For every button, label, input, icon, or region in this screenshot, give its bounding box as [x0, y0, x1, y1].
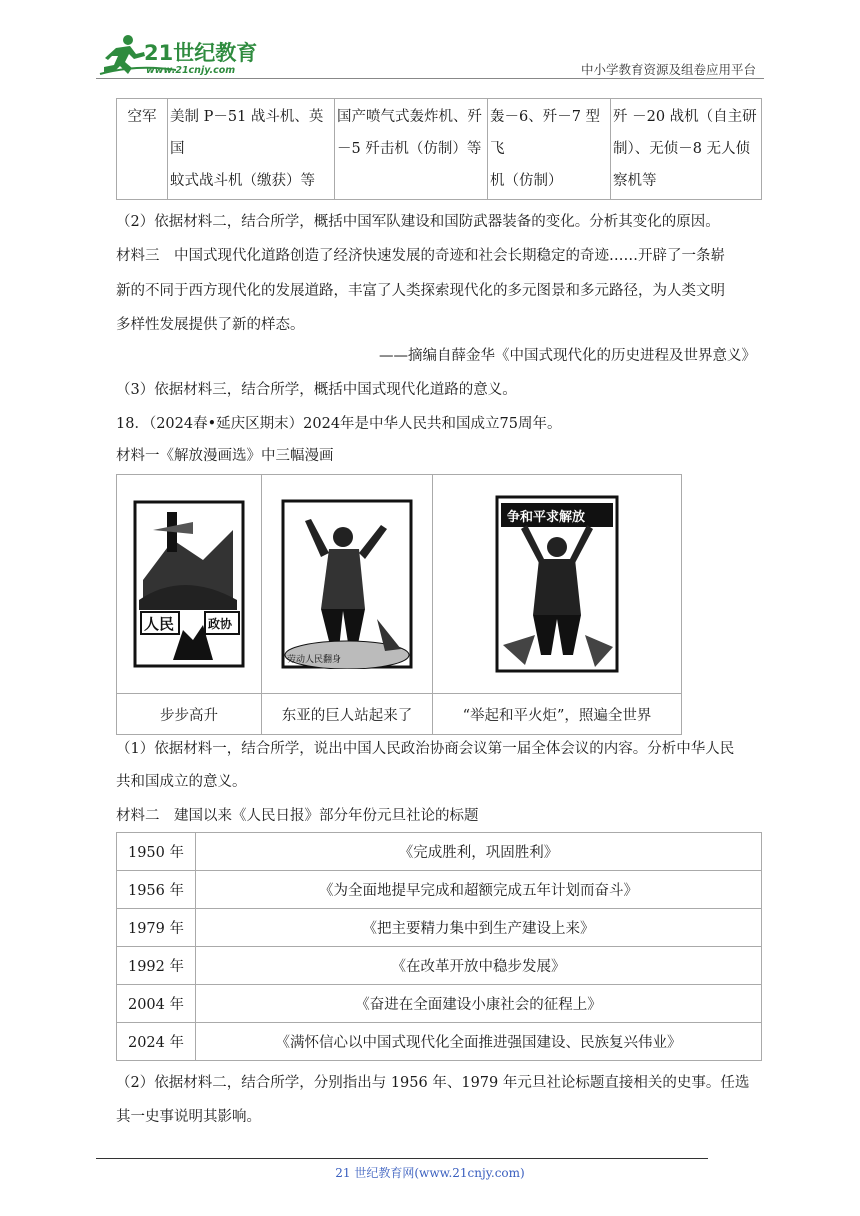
year-cell: 2024 年 [117, 1023, 196, 1061]
comics-table [116, 474, 682, 735]
title-cell: 《完成胜利，巩固胜利》 [196, 833, 762, 871]
sub-question-2: 其一史事说明其影响。 [116, 1109, 261, 1125]
title-cell: 《把主要精力集中到生产建设上来》 [196, 909, 762, 947]
year-cell: 1979 年 [117, 909, 196, 947]
sub-question-1: （1）依据材料一，结合所学，说出中国人民政治协商会议第一届全体会议的内容。分析中华人民 [116, 741, 735, 757]
year-cell: 1950 年 [117, 833, 196, 871]
table-cell: 歼 －20 战机（自主研 制）、无侦－8 无人侦 察机等 [611, 99, 762, 200]
table-cell: 空军 [117, 99, 168, 200]
table-row [117, 985, 762, 1023]
comic-1 [117, 475, 262, 694]
table-cell: 国产喷气式轰炸机、歼 －5 歼击机（仿制）等 [335, 99, 488, 200]
header-divider [96, 78, 764, 79]
table-row [117, 947, 762, 985]
svg-text:21世纪教育: 21世纪教育 [144, 41, 258, 65]
comic-2 [262, 475, 433, 694]
table-row [117, 1023, 762, 1061]
title-cell: 《在改革开放中稳步发展》 [196, 947, 762, 985]
question-3: （3）依据材料三，结合所学，概括中国式现代化道路的意义。 [116, 382, 517, 398]
table-cell: 美制 P－51 战斗机、英国 蚊式战斗机（缴获）等 [168, 99, 335, 200]
site-logo [96, 30, 266, 80]
comic-caption: 步步高升 [117, 694, 262, 735]
editorials-table [116, 832, 762, 1061]
material-3-text: 材料三 中国式现代化道路创造了经济快速发展的奇迹和社会长期稳定的奇迹……开辟了一条崭 [116, 248, 725, 264]
footer-divider [96, 1158, 708, 1159]
material-3-source: ——摘编自薛金华《中国式现代化的历史进程及世界意义》 [379, 348, 756, 364]
title-cell: 《为全面地提早完成和超额完成五年计划而奋斗》 [196, 871, 762, 909]
title-cell: 《满怀信心以中国式现代化全面推进强国建设、民族复兴伟业》 [196, 1023, 762, 1061]
comic-caption: “举起和平火炬”，照遍全世界 [433, 694, 682, 735]
sub-question-1: 共和国成立的意义。 [116, 774, 247, 790]
footer-link[interactable]: 21 世纪教育网(www.21cnjy.com) [335, 1166, 525, 1180]
material-3-text: 新的不同于西方现代化的发展道路，丰富了人类探索现代化的多元图景和多元路径，为人类文明 [116, 283, 725, 299]
year-cell: 2004 年 [117, 985, 196, 1023]
material-1-title: 材料一《解放漫画选》中三幅漫画 [116, 448, 334, 464]
svg-text:www.21cnjy.com: www.21cnjy.com [146, 65, 236, 76]
weapons-table [116, 98, 762, 200]
svg-text:人民: 人民 [144, 615, 175, 633]
year-cell: 1992 年 [117, 947, 196, 985]
svg-text:争和平求解放: 争和平求解放 [507, 510, 586, 525]
svg-text:政协: 政协 [208, 617, 233, 631]
comic-3 [433, 475, 682, 694]
comic-caption: 东亚的巨人站起来了 [262, 694, 433, 735]
sub-question-2: （2）依据材料二，结合所学，分别指出与 1956 年、1979 年元旦社论标题直接相关的史事。任选 [116, 1075, 750, 1091]
question-18-stem: 18．（2024春•延庆区期末）2024年是中华人民共和国成立75周年。 [116, 416, 562, 432]
table-row [117, 99, 762, 200]
table-row [117, 909, 762, 947]
table-row [117, 871, 762, 909]
material-2-title: 材料二 建国以来《人民日报》部分年份元旦社论的标题 [116, 808, 479, 824]
table-cell: 轰－6、歼－7 型飞 机（仿制） [488, 99, 611, 200]
question-2: （2）依据材料二，结合所学，概括中国军队建设和国防武器装备的变化。分析其变化的原因。 [116, 214, 720, 230]
table-row [117, 833, 762, 871]
material-3-text: 多样性发展提供了新的样态。 [116, 317, 305, 333]
svg-text:劳动人民翻身: 劳动人民翻身 [287, 655, 342, 665]
platform-name: 中小学教育资源及组卷应用平台 [580, 62, 756, 77]
year-cell: 1956 年 [117, 871, 196, 909]
title-cell: 《奋进在全面建设小康社会的征程上》 [196, 985, 762, 1023]
